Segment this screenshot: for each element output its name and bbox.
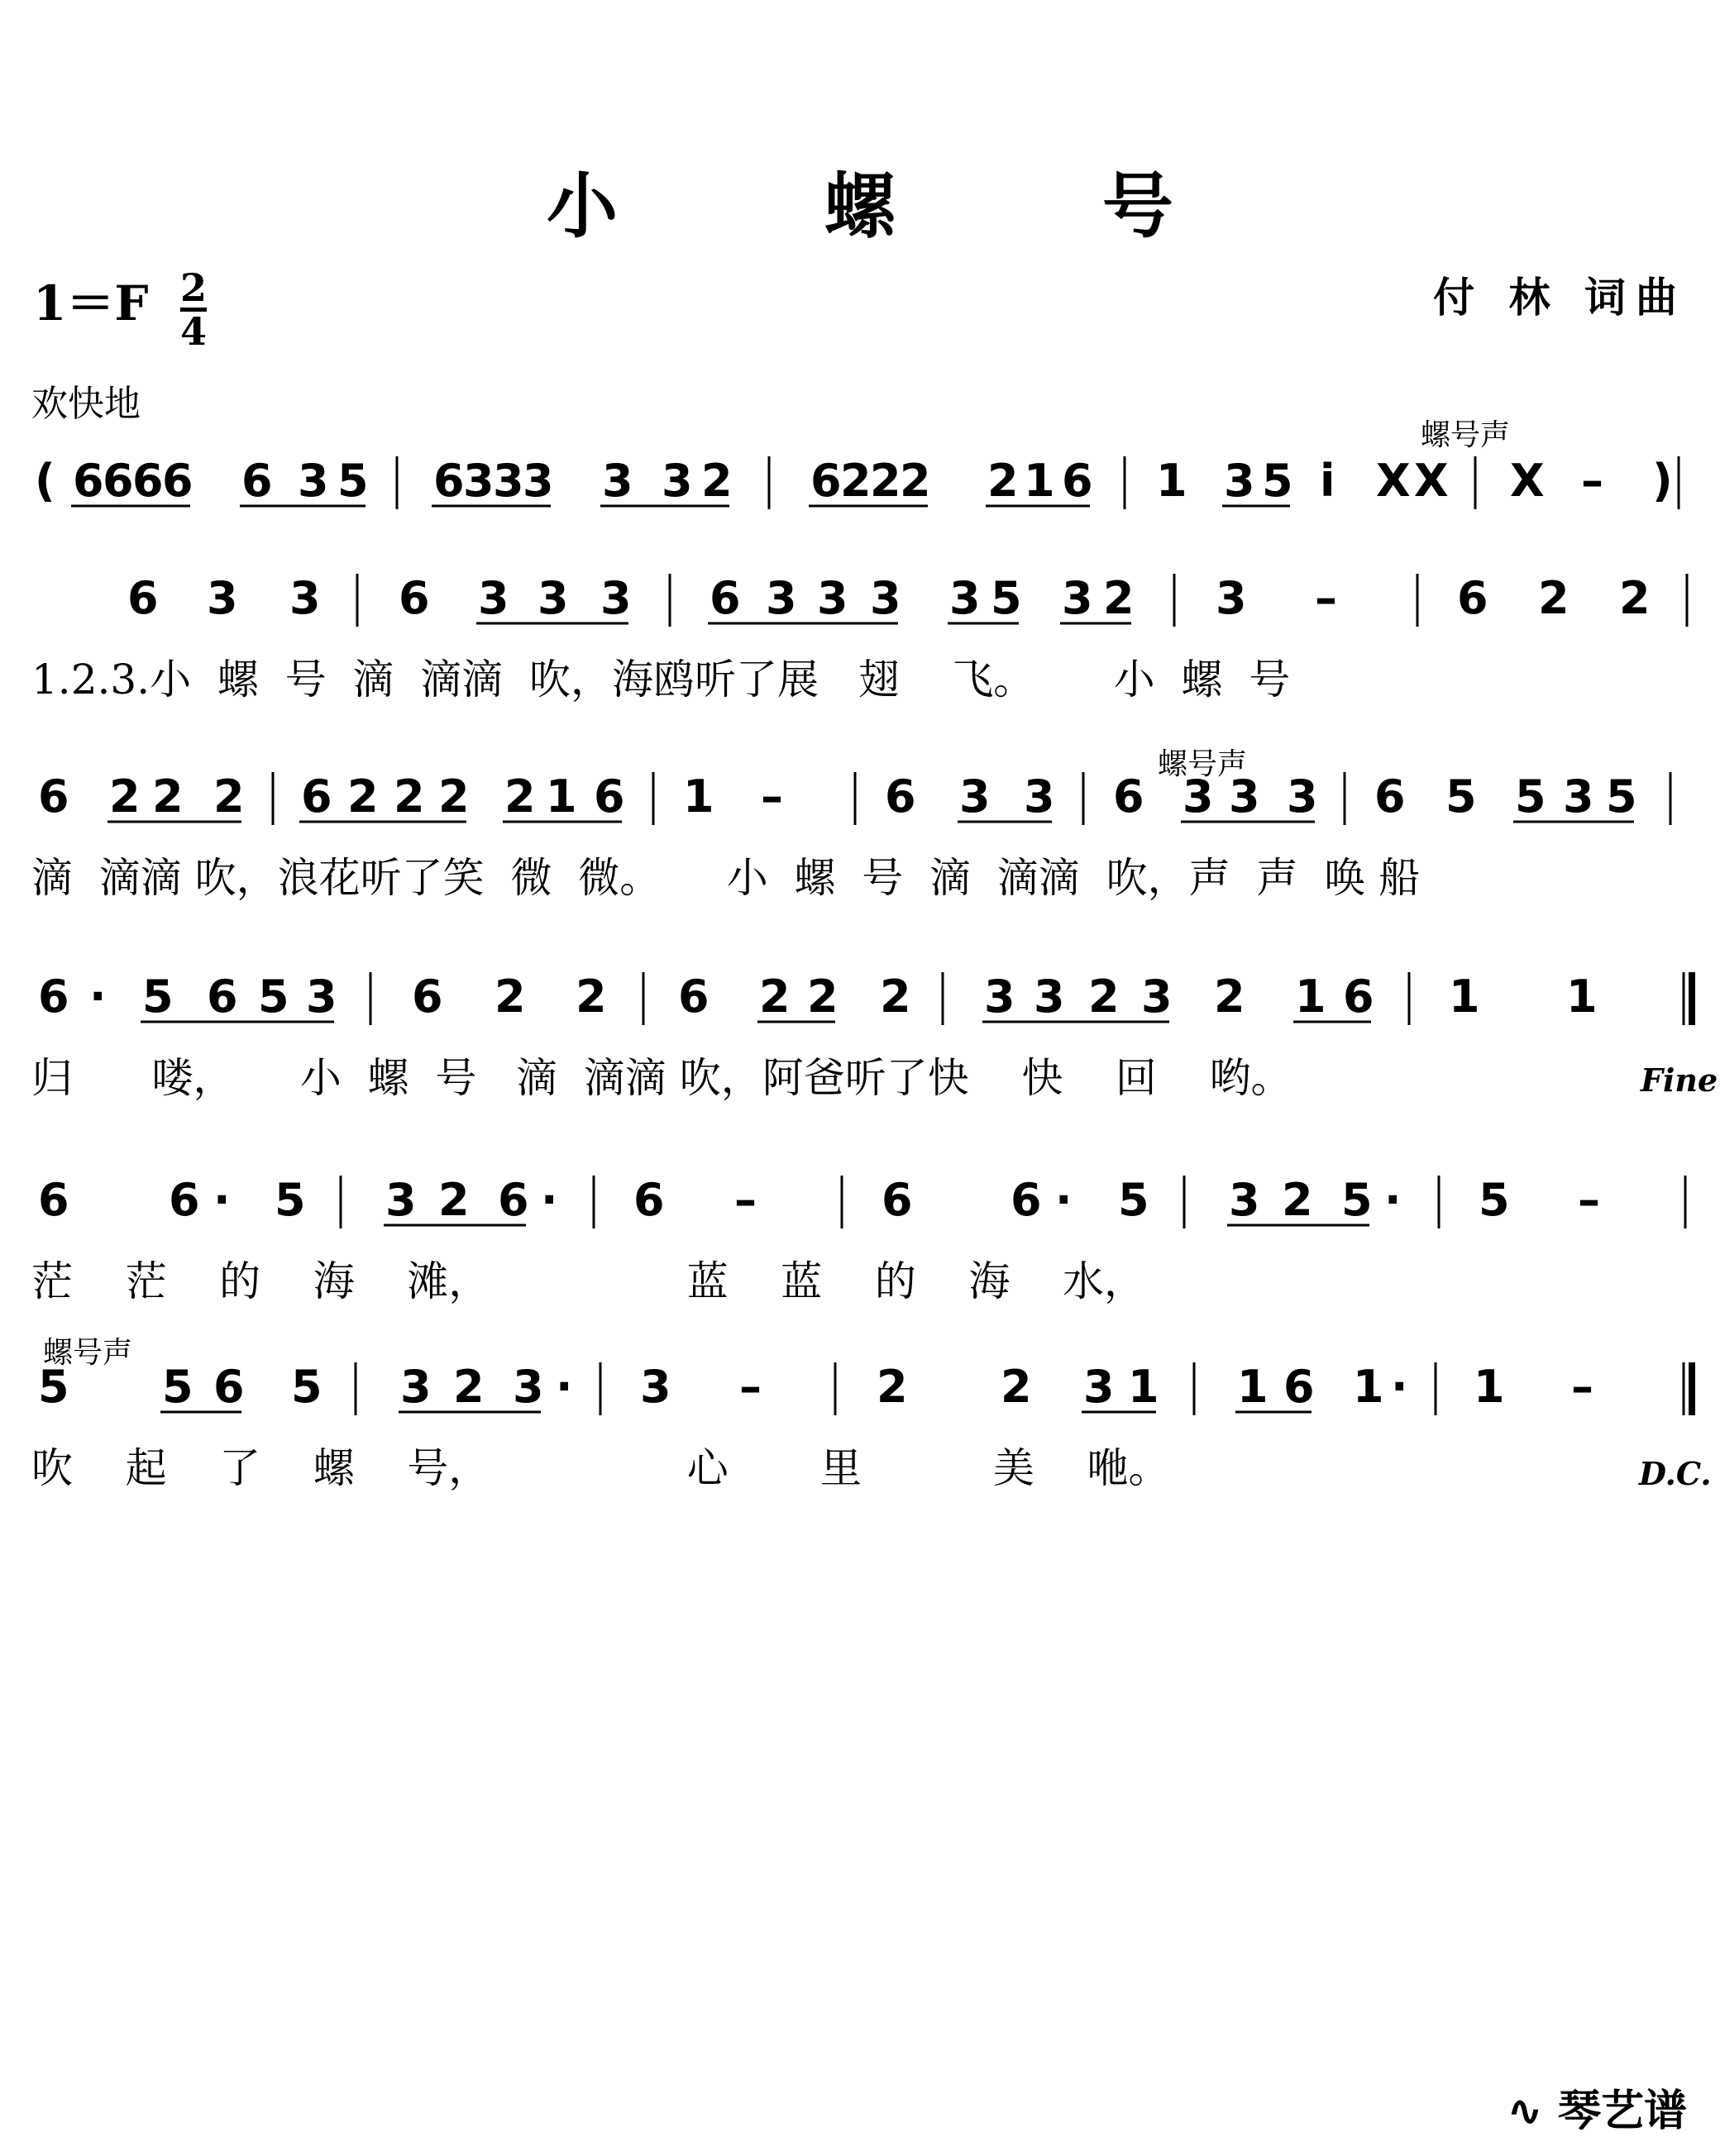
note: 6	[498, 1174, 529, 1226]
note: 3	[400, 1361, 432, 1413]
note: ·	[1384, 1174, 1402, 1226]
lyric-line: 茫 茫 的 海 滩， 蓝 蓝 的 海 水，	[31, 1257, 1145, 1305]
note: 3	[1287, 770, 1318, 823]
annotation-conch-3: 螺号声	[43, 1336, 133, 1370]
note: 2	[987, 455, 1019, 507]
note: 2	[759, 971, 791, 1023]
annotation-conch-2: 螺号声	[1158, 747, 1248, 781]
note: 6	[73, 455, 104, 507]
note: 6	[38, 971, 69, 1023]
note: 1	[1295, 971, 1326, 1023]
note: X	[1510, 455, 1545, 507]
note: 3	[1024, 770, 1055, 823]
note: 3	[766, 572, 797, 624]
note: ·	[1055, 1174, 1073, 1226]
note: 5	[38, 1361, 69, 1413]
note: –	[1315, 572, 1337, 624]
note: 5	[162, 1361, 194, 1413]
note: 3	[298, 455, 329, 507]
time-bottom: 4	[180, 309, 208, 354]
note: 6	[207, 971, 238, 1023]
note: 3	[1083, 1361, 1115, 1413]
note: 6	[169, 1174, 200, 1226]
note: 2	[347, 770, 379, 823]
lyric-line: 1.2.3.小 螺 号 滴 滴滴 吹，海鸥听了展 翅 飞。 小 螺 号	[31, 656, 1291, 704]
note: )	[1652, 455, 1673, 507]
note: 2	[504, 770, 536, 823]
publisher-logo	[1507, 2076, 1687, 2138]
note: 5	[1606, 770, 1637, 823]
note: –	[1578, 1174, 1600, 1226]
note: 2	[877, 1361, 908, 1413]
dc-marking: D.C.	[1639, 1455, 1712, 1492]
note: 1	[1449, 971, 1480, 1023]
note: 6	[1113, 770, 1144, 823]
note: 1	[1156, 455, 1187, 507]
note: –	[739, 1361, 762, 1413]
note: 3	[463, 455, 494, 507]
note: 6	[412, 971, 443, 1023]
note: ·	[556, 1361, 573, 1413]
note: 1	[546, 770, 577, 823]
note: 2	[213, 770, 245, 823]
note: 6	[885, 770, 916, 823]
note: 1	[1128, 1361, 1159, 1413]
note: 6	[162, 455, 194, 507]
note: 3	[602, 455, 633, 507]
note: 6	[103, 455, 134, 507]
note: 3	[523, 455, 554, 507]
note: 3	[493, 455, 524, 507]
note: 3	[640, 1361, 671, 1413]
note: 1	[1237, 1361, 1268, 1413]
note: 5	[337, 455, 369, 507]
note: 2	[1282, 1174, 1313, 1226]
note: 3	[870, 572, 901, 624]
note: 6	[1062, 455, 1093, 507]
note: 6	[710, 572, 741, 624]
note: 5	[1118, 1174, 1149, 1226]
note: 2	[807, 971, 838, 1023]
tempo-marking: 欢快地	[31, 383, 141, 425]
note: 6	[132, 455, 164, 507]
note: 1	[1474, 1361, 1505, 1413]
note: 6	[1343, 971, 1374, 1023]
note: 6	[38, 770, 69, 823]
note: 3	[817, 572, 848, 624]
note: 6	[213, 1361, 245, 1413]
note: 3	[949, 572, 981, 624]
note: 6	[127, 572, 159, 624]
note: 2	[1538, 572, 1570, 624]
note: 5	[142, 971, 174, 1023]
note: –	[761, 770, 783, 823]
note: 5	[1262, 455, 1293, 507]
note: 2	[152, 770, 184, 823]
note: 2	[840, 455, 872, 507]
note: 3	[538, 572, 569, 624]
note: 6	[38, 1174, 69, 1226]
time-top: 2	[180, 265, 208, 310]
note: 3	[306, 971, 337, 1023]
note: 3	[1141, 971, 1173, 1023]
note: 2	[576, 971, 607, 1023]
note: 2	[438, 770, 470, 823]
note: X	[1414, 455, 1449, 507]
note: 3	[1034, 971, 1065, 1023]
note: i	[1320, 455, 1335, 507]
fine-marking: Fine	[1641, 1061, 1718, 1099]
note: 6	[433, 455, 465, 507]
note: 2	[109, 770, 141, 823]
annotation-conch-1: 螺号声	[1421, 418, 1511, 452]
note: 1	[1566, 971, 1598, 1023]
note: 2	[1088, 971, 1120, 1023]
note: 5	[991, 572, 1022, 624]
note: ·	[213, 1174, 231, 1226]
note: 2	[453, 1361, 485, 1413]
logo-text: 琴艺谱	[1557, 2087, 1687, 2136]
song-title: 小 螺 号	[547, 165, 1264, 248]
note: 6	[1457, 572, 1488, 624]
note: 2	[438, 1174, 470, 1226]
note: 3	[478, 572, 509, 624]
note: ·	[89, 971, 107, 1023]
note: 6	[882, 1174, 913, 1226]
note: 6	[1374, 770, 1406, 823]
note: 5	[1479, 1174, 1510, 1226]
note: 2	[701, 455, 733, 507]
note: –	[1581, 455, 1603, 507]
note: 1	[1024, 455, 1055, 507]
note: 2	[494, 971, 526, 1023]
note: 2	[870, 455, 901, 507]
note: (	[35, 455, 55, 507]
note: 3	[385, 1174, 417, 1226]
note: 3	[289, 572, 321, 624]
lyric-line: 吹 起 了 螺 号， 心 里 美 咃。	[31, 1444, 1170, 1492]
note: ·	[541, 1174, 558, 1226]
logo-icon: ∿	[1507, 2087, 1558, 2136]
note: 3	[207, 572, 238, 624]
composer-credit: 付 林 词曲	[1433, 273, 1687, 322]
note: 5	[1445, 770, 1477, 823]
note: 3	[1229, 770, 1260, 823]
note: 3	[1563, 770, 1594, 823]
note: 5	[1515, 770, 1546, 823]
note: 2	[900, 455, 931, 507]
note: 6	[810, 455, 842, 507]
note: 5	[275, 1174, 306, 1226]
note: 6	[1283, 1361, 1315, 1413]
note: 2	[880, 971, 911, 1023]
note: 6	[301, 770, 332, 823]
note: 2	[1103, 572, 1135, 624]
note: 2	[394, 770, 425, 823]
lyric-line: 滴 滴滴 吹，浪花听了笑 微 微。 小 螺 号 滴 滴滴 吹，声 声 唤 船	[31, 854, 1421, 902]
note: –	[734, 1174, 757, 1226]
note: 3	[984, 971, 1015, 1023]
note: 6	[241, 455, 273, 507]
note: 3	[1229, 1174, 1260, 1226]
note: 6	[678, 971, 710, 1023]
note: 5	[258, 971, 289, 1023]
note: 3	[1062, 572, 1093, 624]
note: 6	[399, 572, 430, 624]
note: 3	[1216, 572, 1247, 624]
key-signature: 1＝F	[33, 275, 149, 332]
note: 3	[959, 770, 991, 823]
note: 3	[1224, 455, 1255, 507]
note: 3	[662, 455, 693, 507]
note: 3	[600, 572, 632, 624]
note: ·	[1391, 1361, 1408, 1413]
note: 3	[513, 1361, 544, 1413]
note: 2	[1001, 1361, 1032, 1413]
note: 5	[291, 1361, 322, 1413]
note: 1	[1353, 1361, 1384, 1413]
note: X	[1376, 455, 1411, 507]
note: 5	[1341, 1174, 1373, 1226]
note: 6	[633, 1174, 665, 1226]
lyric-line: 归 喽， 小 螺 号 滴 滴滴 吹，阿爸听了快 快 回 哟。	[31, 1054, 1292, 1102]
note: 2	[1214, 971, 1245, 1023]
note: –	[1571, 1361, 1593, 1413]
note: 2	[1619, 572, 1651, 624]
note: 6	[594, 770, 625, 823]
note: 1	[683, 770, 714, 823]
note: 3	[1182, 770, 1214, 823]
note: 6	[1010, 1174, 1042, 1226]
